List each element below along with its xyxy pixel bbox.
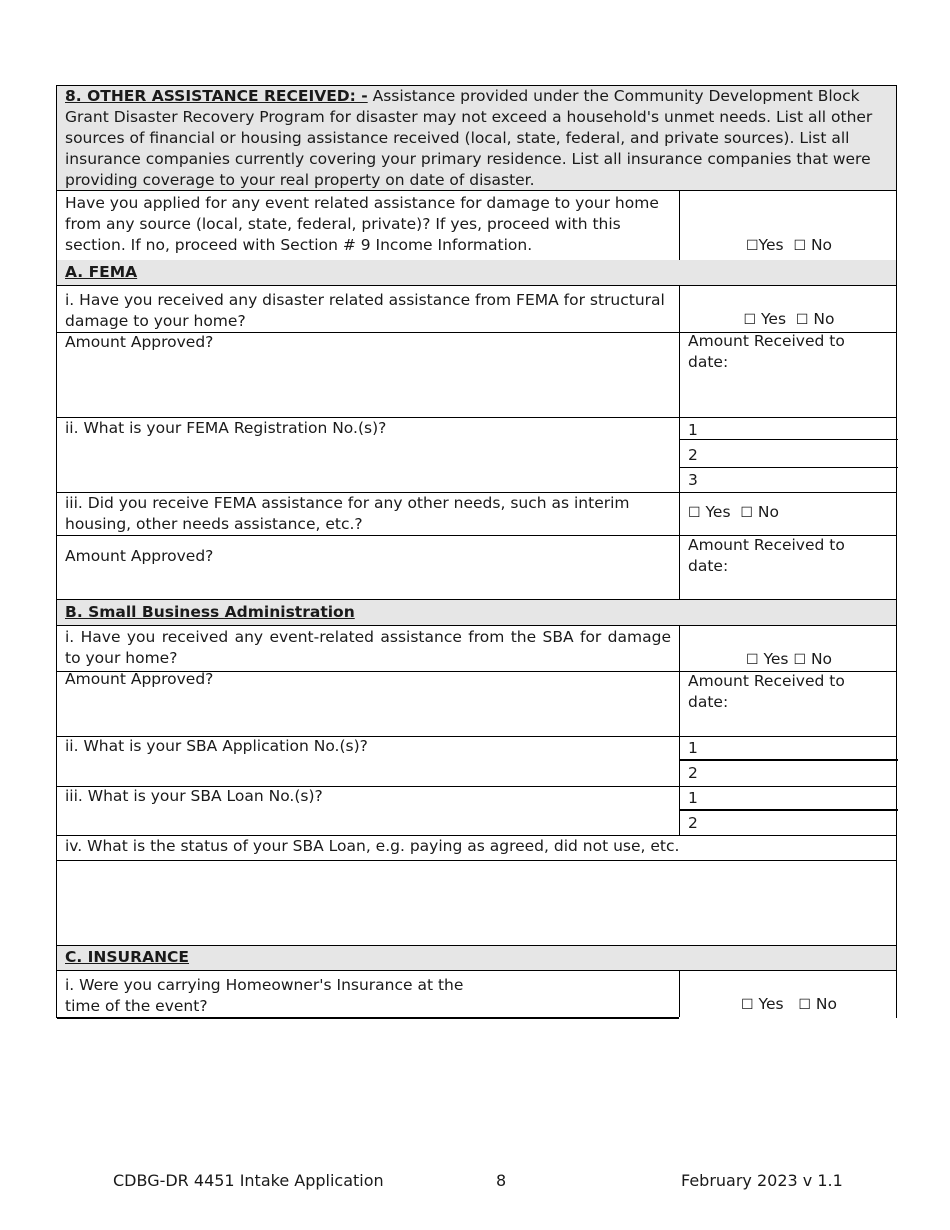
sba-q1-yes-label: Yes bbox=[763, 650, 789, 668]
fema-q1-checkboxes bbox=[680, 309, 898, 331]
applied-question-row bbox=[56, 190, 897, 261]
sba-q1-yes-checkbox[interactable]: ☐ bbox=[745, 652, 759, 668]
sba-amount-approved[interactable]: Amount Approved? bbox=[65, 670, 214, 688]
fema-q1: i. Have you received any disaster related assistance from FEMA for structural damage to your home? bbox=[65, 291, 665, 330]
sba-q1-no-checkbox[interactable]: ☐ bbox=[793, 652, 806, 668]
applied-checkboxes bbox=[680, 235, 898, 257]
insurance-header bbox=[56, 946, 897, 971]
applied-question: Have you applied for any event related assistance for damage to your home from any source (local, state, federal, private)? If yes, proceed with this section. If no, proceed with Section # 9 Income Information. bbox=[65, 194, 659, 254]
fema-q1-yes-label: Yes bbox=[761, 310, 787, 328]
fema-amount-row-2 bbox=[56, 535, 897, 601]
fema-reg-line-1[interactable]: 1 bbox=[680, 417, 898, 440]
fema-amount-approved[interactable]: Amount Approved? bbox=[65, 333, 214, 351]
insurance-q1-yes-label: Yes bbox=[758, 995, 784, 1013]
applied-no-checkbox[interactable]: ☐ bbox=[793, 238, 806, 254]
fema-registration-row bbox=[56, 417, 897, 493]
sba-q1: i. Have you received any event-related assistance from the SBA for damage to your home? bbox=[65, 628, 671, 667]
fema-reg-line-2[interactable]: 2 bbox=[680, 443, 898, 468]
fema-q1-row bbox=[56, 285, 897, 333]
insurance-q1-yes-checkbox[interactable]: ☐ bbox=[741, 997, 754, 1013]
sba-q2: ii. What is your SBA Application No.(s)? bbox=[65, 737, 368, 755]
footer-page-number: 8 bbox=[496, 1171, 507, 1190]
fema-q3-no-label: No bbox=[757, 503, 779, 521]
insurance-q1: i. Were you carrying Homeowner's Insurance at the time of the event? bbox=[57, 975, 679, 1019]
sba-q1-row bbox=[56, 625, 897, 672]
fema-q1-no-label: No bbox=[813, 310, 835, 328]
fema-reg-line-3[interactable]: 3 bbox=[688, 471, 698, 489]
fema-q1-yes-checkbox[interactable]: ☐ bbox=[743, 312, 757, 328]
fema-q1-no-checkbox[interactable]: ☐ bbox=[795, 312, 809, 328]
applied-yes-checkbox[interactable]: ☐ bbox=[745, 238, 759, 254]
fema-q3-yes-checkbox[interactable]: ☐ bbox=[688, 505, 701, 521]
sba-q3: iii. What is your SBA Loan No.(s)? bbox=[65, 787, 323, 805]
sba-amount-row bbox=[56, 671, 897, 737]
fema-q3-checkboxes bbox=[688, 502, 779, 524]
sba-app-line-2[interactable]: 2 bbox=[688, 764, 698, 782]
sba-loan-row bbox=[56, 786, 897, 836]
section-8-intro: Assistance provided under the Community Development Block Grant Disaster Recovery Program for disaster may not exceed a household's unmet needs. List all other sources of financial or housing assistance received (local, state, federal, and private sources). List all insurance companies currently covering your primary residence. List all insurance companies that were providing coverage to your real property on date of disaster. bbox=[65, 87, 873, 189]
insurance-heading: C. INSURANCE bbox=[65, 948, 190, 966]
fema-amount-received[interactable]: Amount Received to date: bbox=[679, 331, 898, 417]
sba-amount-received[interactable]: Amount Received to date: bbox=[679, 671, 898, 736]
sba-q1-no-label: No bbox=[810, 650, 833, 668]
footer-document-title: CDBG-DR 4451 Intake Application bbox=[113, 1171, 384, 1190]
sba-status-answer[interactable] bbox=[56, 860, 897, 947]
fema-amount-row bbox=[56, 332, 897, 418]
fema-q3-row bbox=[56, 492, 897, 536]
fema-heading: A. FEMA bbox=[65, 263, 138, 281]
insurance-q1-row bbox=[56, 970, 897, 1018]
sba-application-row bbox=[56, 736, 897, 787]
insurance-q1-no-checkbox[interactable]: ☐ bbox=[798, 997, 811, 1013]
footer-version-date: February 2023 v 1.1 bbox=[681, 1171, 843, 1190]
fema-header bbox=[56, 260, 897, 286]
fema-amount-received-2[interactable]: Amount Received to date: bbox=[679, 535, 898, 599]
sba-heading: B. Small Business Administration bbox=[65, 603, 355, 621]
sba-loan-line-2[interactable]: 2 bbox=[688, 814, 698, 832]
fema-q3-no-checkbox[interactable]: ☐ bbox=[740, 505, 753, 521]
insurance-q1-no-label: No bbox=[815, 995, 837, 1013]
sba-q1-checkboxes bbox=[680, 649, 898, 671]
sba-header bbox=[56, 600, 897, 626]
insurance-q1-checkboxes bbox=[680, 994, 898, 1016]
applied-no-label: No bbox=[810, 236, 833, 254]
sba-q4-row bbox=[56, 835, 897, 861]
section-8-heading: 8. OTHER ASSISTANCE RECEIVED: - bbox=[65, 87, 368, 105]
fema-q3-yes-label: Yes bbox=[705, 503, 731, 521]
sba-loan-line-1[interactable]: 1 bbox=[680, 786, 898, 811]
fema-q3: iii. Did you receive FEMA assistance for any other needs, such as interim housing, other needs assistance, etc.? bbox=[65, 494, 630, 533]
sba-q4: iv. What is the status of your SBA Loan, e.g. paying as agreed, did not use, etc. bbox=[65, 837, 680, 855]
applied-yes-label: Yes bbox=[758, 236, 784, 254]
fema-amount-approved-2[interactable]: Amount Approved? bbox=[65, 547, 214, 565]
section-8-header bbox=[56, 85, 897, 191]
fema-q2: ii. What is your FEMA Registration No.(s)? bbox=[65, 419, 387, 437]
sba-app-line-1[interactable]: 1 bbox=[680, 736, 898, 761]
